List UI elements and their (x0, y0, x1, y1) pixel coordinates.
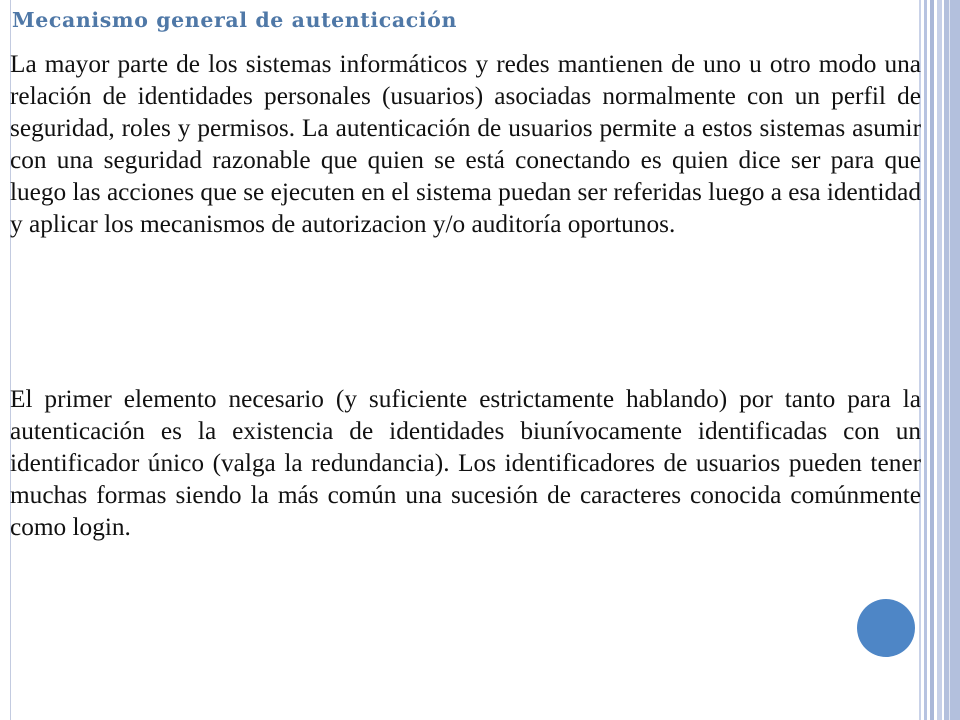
right-decorative-stripe (924, 0, 927, 720)
right-decorative-highlight (949, 0, 950, 720)
body-paragraph-1: La mayor parte de los sistemas informáticos y redes mantienen de uno u otro modo una relación de identidades personales (usuarios) asociadas normalmente con un perfil de seguridad, roles y permisos. La autenticación de usuarios permite a estos sistemas asumir con una seguridad razonable que quien se está conectando es quien dice ser para que luego las acciones que se ejecuten en el sistema puedan ser referidas luego a esa identidad y aplicar los mecanismos de autorizacion y/o auditoría oportunos. (10, 50, 922, 238)
slide-title: Mecanismo general de autenticación (12, 8, 457, 32)
right-decorative-stripe (937, 0, 942, 720)
decorative-circle (857, 599, 915, 657)
body-paragraph-2: El primer elemento necesario (y suficiente estrictamente hablando) por tanto para la autenticación es la existencia de identidades biunívocamente identificadas con un identificador único (valga la redundancia). Los identificadores de usuarios pueden tener muchas formas siendo la más común una sucesión de caracteres conocida comúnmente como login. (10, 385, 921, 541)
right-decorative-band (944, 0, 960, 720)
right-decorative-stripe (930, 0, 934, 720)
